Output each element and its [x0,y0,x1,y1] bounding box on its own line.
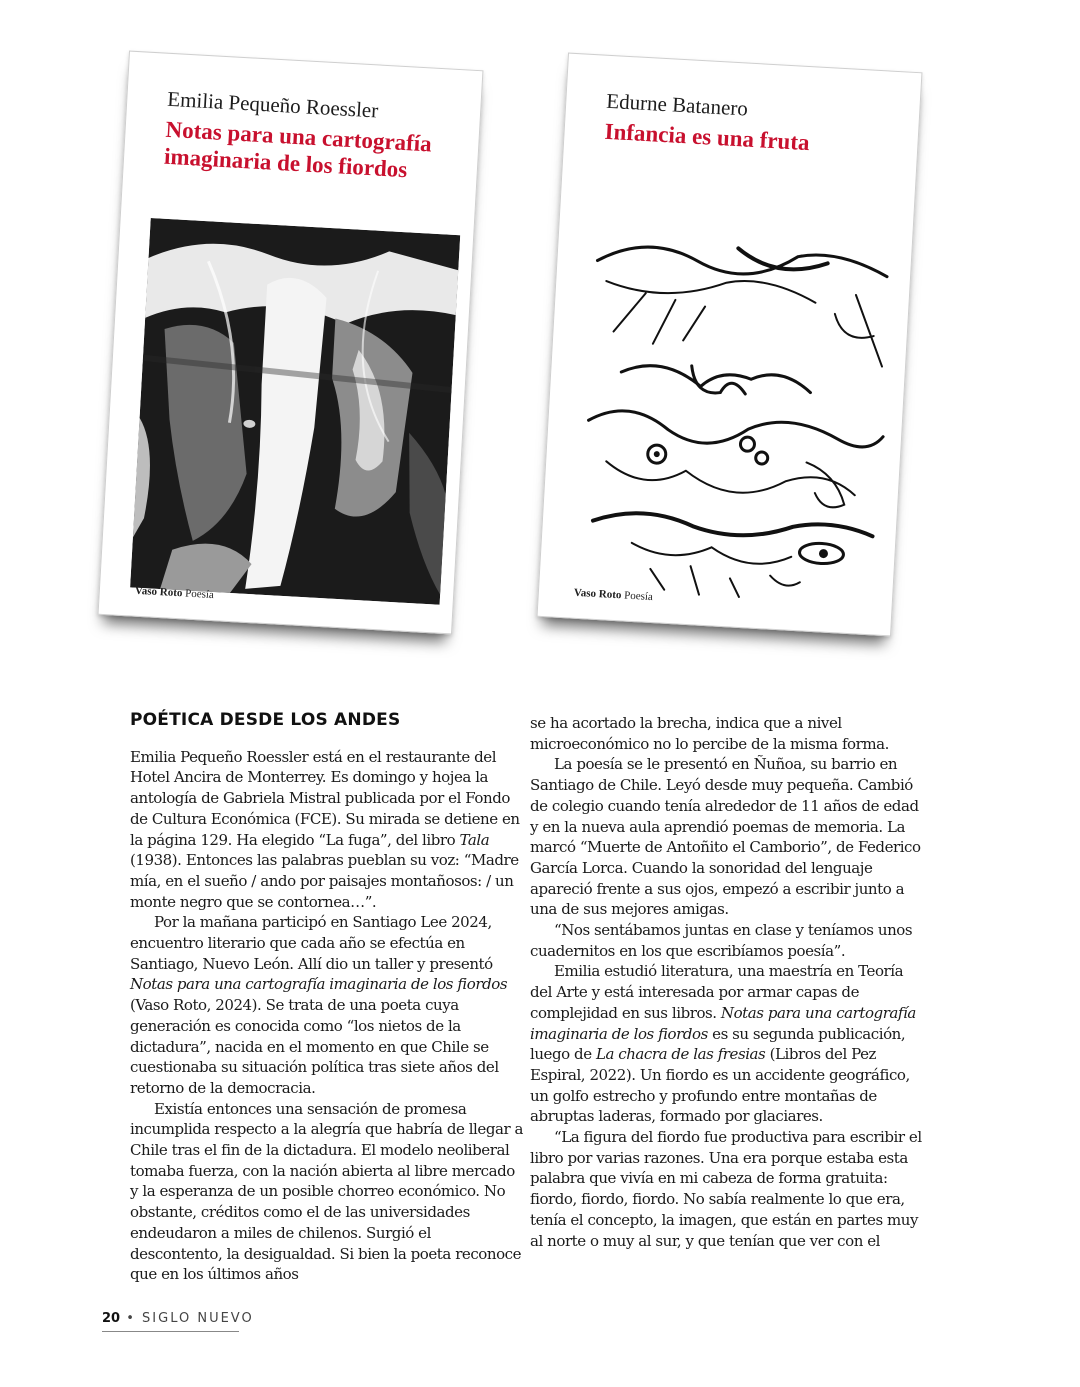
cover-author: Emilia Pequeño Roessler [166,86,379,123]
cover-title: Notas para una cartografía imaginaria de los fiordos [163,116,433,183]
cover-artwork-abstract [130,218,460,605]
paragraph [130,747,525,913]
book-title-italic: La chacra de las fresias [595,1045,766,1064]
section-heading: POÉTICA DESDE LOS ANDES [130,710,401,730]
article-column-right [530,713,925,1251]
paragraph: Existía entonces una sensación de promesa incumplida respecto a la alegría que habría de llegar a Chile tras el fin de la dictadura. El modelo neoliberal tomaba fuerza, con la nación abierta al libre mercado y la esperanza de un posible chorreo económico. No obstante, créditos como el de las universidades endeudaron a miles de chilenos. Surgió el descontento, la desigualdad. Si bien la poeta reconoce que en los últimos años [130,1099,524,1284]
page-footer [102,1311,254,1326]
paragraph: se ha acortado la brecha, indica que a nivel microeconómico no lo percibe de la misma forma. [530,714,889,753]
text-run: Emilia estudió literatura, una maestría en Teoría del Arte y está interesada por armar capas de complejidad en sus libros. [530,962,904,1022]
text-run: (1938). Entonces las palabras pueblan su voz: “Madre mía, en el sueño / ando por paisajes montañosos: / un monte negro que se contornea…”. [130,851,519,911]
cover-artwork-ink-drawing [569,220,899,607]
book-cover-infancia [537,53,923,637]
cover-title: Infancia es una fruta [604,118,811,156]
page-number: 20 [102,1311,121,1326]
paragraph: “Nos sentábamos juntas en clase y teníamos unos cuadernitos en los que escribíamos poesía”. [530,921,913,960]
magazine-name: SIGLO NUEVO [142,1311,254,1326]
book-title-italic: Tala [459,830,490,849]
paragraph [130,912,525,1098]
book-cover-fiordos [98,51,484,635]
publisher-series: Poesía [184,587,215,602]
text-run: (Libros del Pez Espiral, 2022). Un fiordo es un accidente geográfico, un golfo estrecho y profundo entre montañas de abruptas laderas, formado por glaciares. [530,1045,910,1126]
text-run: (Vaso Roto, 2024). Se trata de una poeta cuya generación es conocida como “los nietos de la dictadura”, nacida en el momento en que Chile se cuestionaba su situación política tras siete años del retorno de la democracia. [130,996,499,1097]
footer-separator: • [126,1311,136,1326]
publisher-name: Vaso Roto [573,586,622,602]
text-run: Por la mañana participó en Santiago Lee 2024, encuentro literario que cada año se efectúa en Santiago, Nuevo León. Allí dio un taller y presentó [130,913,493,973]
paragraph: “La figura del fiordo fue productiva para escribir el libro por varias razones. Una era porque estaba esta palabra que vivía en mi cabeza de forma gratuita: fiordo, fiordo, fiordo. No sabía realmente lo que era, tenía el concepto, la imagen, que están en partes muy al norte o muy al sur, y que tenían que ver con el [530,1128,922,1250]
cover-author: Edurne Batanero [605,88,749,121]
article-column-left [130,710,525,1285]
paragraph: La poesía se le presentó en Ñuñoa, su barrio en Santiago de Chile. Leyó desde muy pequeña. Cambió de colegio cuando tenía alrededor de 11 años de edad y en la nueva aula aprendió poemas de memoria. La marcó “Muerte de Antoñito el Camborio”, de Federico García Lorca. Cuando la sonoridad del lenguaje apareció frente a sus ojos, empezó a escribir junto a una de sus mejores amigas. [530,755,921,919]
paragraph [530,961,925,1127]
publisher-name: Vaso Roto [134,584,183,600]
footer-rule [102,1331,239,1332]
book-title-italic: Notas para una cartografía imaginaria de los fiordos [530,1003,916,1043]
book-title-italic: Notas para una cartografía imaginaria de los fiordos [130,975,508,994]
text-run: es su segunda publicación, luego de [530,1024,906,1064]
text-run: Emilia Pequeño Roessler está en el restaurante del Hotel Ancira de Monterrey. Es domingo y hojea la antología de Gabriela Mistral publicada por el Fondo de Cultura Económica (FCE). Su mirada se detiene en la página 129. Ha elegido “La fuga”, del libro [130,747,520,849]
publisher-series: Poesía [623,589,654,604]
